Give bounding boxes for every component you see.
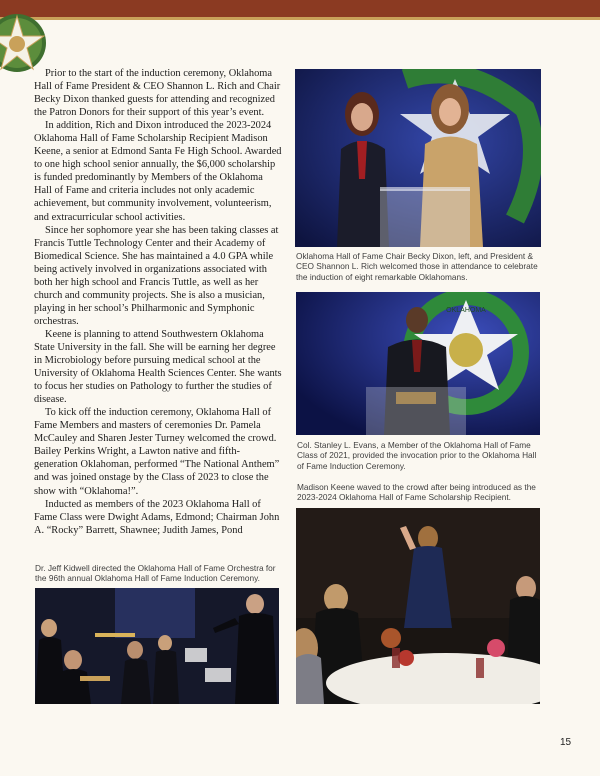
photo-jeff-kidwell-orchestra [35,588,279,704]
caption-photo-dixon-and-rich: Oklahoma Hall of Fame Chair Becky Dixon, left, and President & CEO Shannon L. Rich welcomed those in attendance to celebrate the induction of eight remarkable Oklahomans. [296,251,538,282]
paragraph: Keene is planning to attend Southwestern Oklahoma State University in the fall. She will be earning her degree in Microbiology before pursuing medical school at the University of Oklahoma Health Sciences Center. She wants to focus her studies on Pathology to further the studies of disease. [34,328,282,406]
paragraph: To kick off the induction ceremony, Oklahoma Hall of Fame Members and masters of ceremonies Dr. Pamela McCauley and Sharen Jester Turney welcomed the crowd. Bailey Perkins Wright, a Lawton native and fifth-generation Oklahoman, performed “The National Anthem” and was joined onstage by the Class of 2023 to close the show with “Oklahoma!”. [34,407,280,497]
paragraph: Prior to the start of the induction ceremony, Oklahoma Hall of Fame President & CEO Shannon L. Rich and Chair Becky Dixon thanked guests for attending and recognized the Patron Donors for their support of this year’s event. [34,68,281,119]
paragraph: In addition, Rich and Dixon introduced the 2023-2024 Oklahoma Hall of Fame Scholarship Recipient Madison Keene, a senior at Edmond Santa Fe High School. Awarded to one high school senior annually, the $6,000 scholarship is funded predominantly by Members of the Oklahoma Hall of Fame and criteria includes not only academic achievement, but community involvement, volunteerism, and extracurricular school activities. [34,120,282,223]
photo-dixon-and-rich [295,69,541,247]
paragraph: Inducted as members of the 2023 Oklahoma Hall of Fame Class were Dwight Adams, Edmond; Chairman John A. “Rocky” Barrett, Shawnee; Judith James, Pond [34,498,280,536]
caption-photo-stanley-evans: Col. Stanley L. Evans, a Member of the Oklahoma Hall of Fame Class of 2021, provided the invocation prior to the Oklahoma Hall of Fame Induction Ceremony. [297,440,537,471]
caption-photo-jeff-kidwell: Dr. Jeff Kidwell directed the Oklahoma Hall of Fame Orchestra for the 96th annual Oklahoma Hall of Fame Induction Ceremony. [35,563,276,584]
photo-stanley-evans [296,292,540,435]
article-body [34,67,282,537]
photo-madison-keene [296,508,540,704]
hall-of-fame-star-badge-icon [0,12,48,74]
page-number: 15 [560,737,572,748]
top-banner [0,0,600,20]
paragraph: Since her sophomore year she has been taking classes at Francis Tuttle Technology Center and their Academy of Biomedical Science. She has maintained a 4.0 GPA while being actively involved in organizations associated with both her high school and Francis Tuttle, as well as her church and community projects. She is also a musician, playing in her school’s Philharmonic and Symphonic orchestras. [34,224,279,327]
caption-photo-madison-keene: Madison Keene waved to the crowd after being introduced as the 2023-2024 Oklahoma Hall of Fame Scholarship Recipient. [297,482,536,503]
seal-text: OKLAHOMA [446,307,486,314]
